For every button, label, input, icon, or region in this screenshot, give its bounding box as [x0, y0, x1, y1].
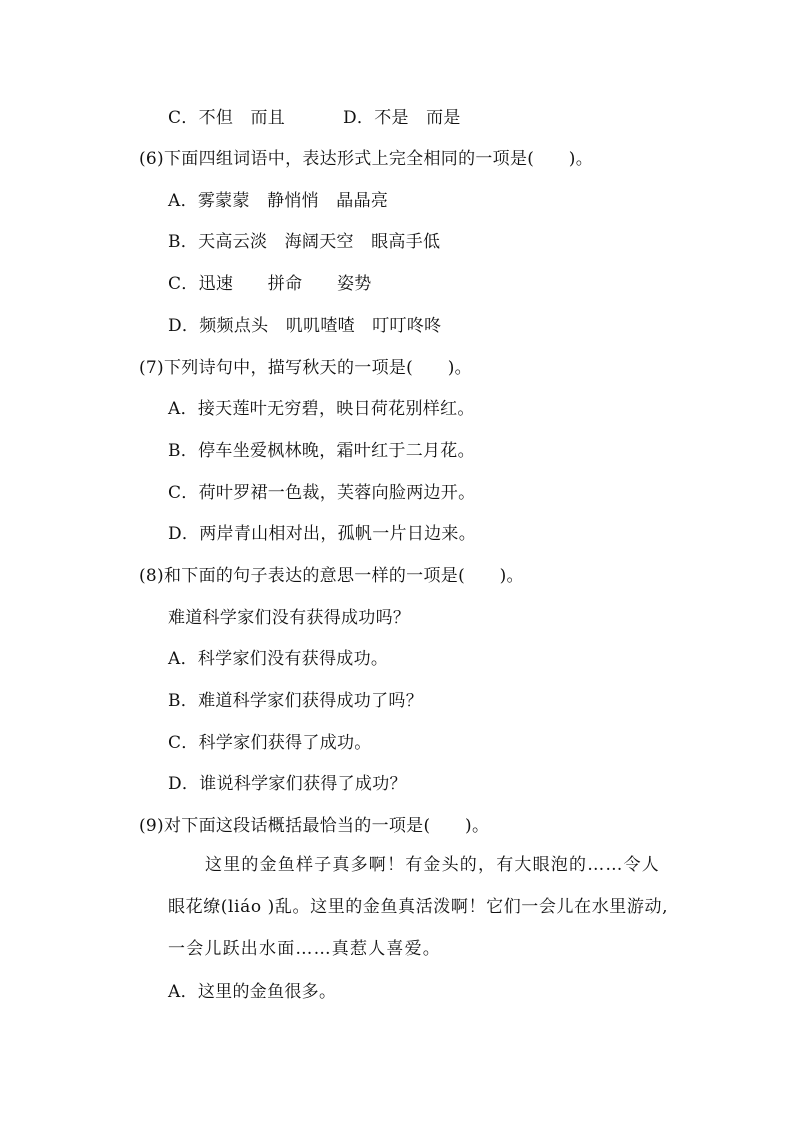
- q9-passage-line-2: 眼花缭(liáo )乱。这里的金鱼真活泼啊！它们一会儿在水里游动,: [168, 897, 669, 917]
- q7-stem: (7)下列诗句中，描写秋天的一项是( )。: [139, 358, 472, 378]
- q9-option-a: A．这里的金鱼很多。: [168, 982, 337, 1002]
- q8-sentence: 难道科学家们没有获得成功吗？: [168, 608, 411, 628]
- q5-option-d: D．不是 而是: [343, 108, 461, 128]
- q9-passage-line-3: 一会儿跃出水面……真惹人喜爱。: [168, 939, 441, 959]
- q9-stem: (9)对下面这段话概括最恰当的一项是( )。: [139, 816, 490, 836]
- q8-option-b: B．难道科学家们获得成功了吗？: [168, 691, 423, 711]
- q8-stem: (8)和下面的句子表达的意思一样的一项是( )。: [139, 566, 524, 586]
- q6-option-a: A．雾蒙蒙 静悄悄 晶晶亮: [168, 191, 389, 211]
- q8-option-c: C．科学家们获得了成功。: [168, 733, 372, 753]
- q7-option-a: A．接天莲叶无穷碧，映日荷花别样红。: [168, 399, 475, 419]
- q7-option-c: C．荷叶罗裙一色裁，芙蓉向脸两边开。: [168, 483, 476, 503]
- q8-option-a: A．科学家们没有获得成功。: [168, 649, 389, 669]
- q6-stem: (6)下面四组词语中，表达形式上完全相同的一项是( )。: [139, 149, 594, 169]
- q6-option-c: C．迅速 拼命 姿势: [168, 274, 372, 294]
- q8-option-d: D．谁说科学家们获得了成功？: [168, 774, 407, 794]
- q7-option-d: D．两岸青山相对出，孤帆一片日边来。: [168, 524, 477, 544]
- q7-option-b: B．停车坐爱枫林晚，霜叶红于二月花。: [168, 441, 475, 461]
- q9-passage-line-1: 这里的金鱼样子真多啊！有金头的，有大眼泡的……令人: [205, 855, 660, 875]
- q6-option-d: D．频频点头 叽叽喳喳 叮叮咚咚: [168, 316, 442, 336]
- q6-option-b: B．天高云淡 海阔天空 眼高手低: [168, 232, 441, 252]
- q5-option-c: C．不但 而且: [168, 108, 286, 128]
